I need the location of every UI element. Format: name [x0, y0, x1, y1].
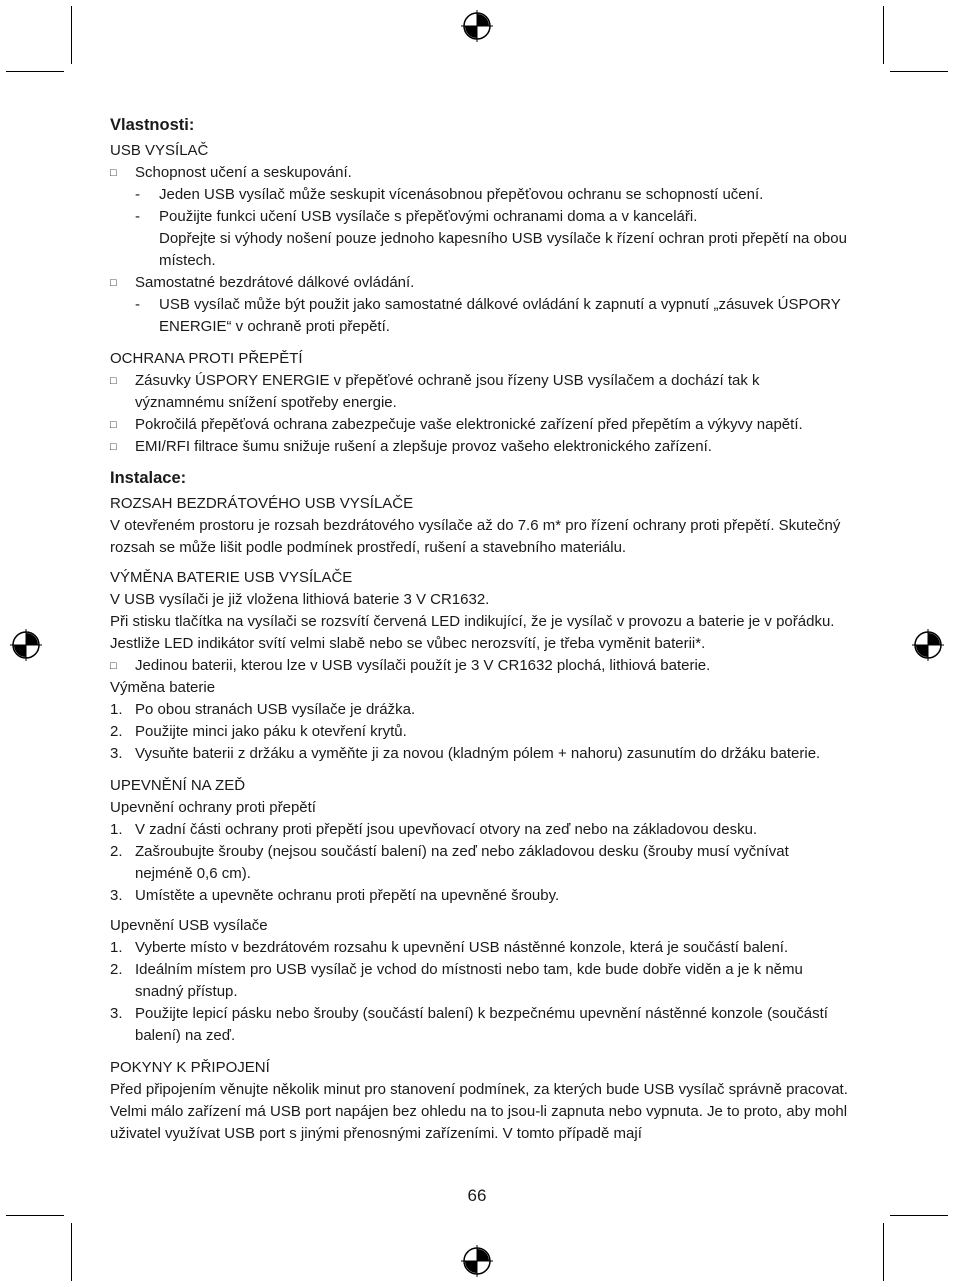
bullet-square-icon: □ — [110, 441, 117, 453]
dash-item: - USB vysílač může být použit jako samostatné dálkové ovládání k zapnutí a vypnutí „zásuvek ÚSPORY ENERGIE“ v ochraně proti přepětí. — [135, 296, 841, 335]
dash-mark: - — [135, 186, 140, 203]
bullet-item: □ EMI/RFI filtrace šumu snižuje rušení a zlepšuje provoz vašeho elektronického zařízení. — [110, 436, 850, 458]
list-number: 2. — [110, 961, 123, 978]
dash-item: - Použijte funkci učení USB vysílače s přepěťovými ochranami doma a v kanceláři. — [110, 206, 850, 228]
bullet-item: □ Samostatné bezdrátové dálkové ovládání. — [110, 272, 850, 294]
bullet-square-icon: □ — [110, 660, 117, 672]
crop-mark-top-right-v — [883, 6, 884, 64]
dash-item: - Jeden USB vysílač může seskupit vícenásobnou přepěťovou ochranu se schopností učení. — [110, 184, 850, 206]
list-number: 1. — [110, 701, 123, 718]
dash-mark: - — [135, 208, 140, 225]
list-item: 3. Umístěte a upevněte ochranu proti přepětí na upevněné šrouby. — [110, 885, 850, 907]
list-number: 2. — [110, 843, 123, 860]
bullet-square-icon: □ — [110, 419, 117, 431]
subheading-upevneni-usb: Upevnění USB vysílače — [110, 917, 268, 934]
list-number: 3. — [110, 745, 123, 762]
bullet-square-icon: □ — [110, 375, 117, 387]
list-item: 1. Vyberte místo v bezdrátovém rozsahu k upevnění USB nástěnné konzole, která je součástí balení. — [110, 937, 850, 959]
section-title-rozsah: ROZSAH BEZDRÁTOVÉHO USB VYSÍLAČE — [110, 495, 414, 512]
registration-mark-left — [10, 629, 42, 661]
list-number: 1. — [110, 939, 123, 956]
subheading-upevneni-ochrany: Upevnění ochrany proti přepětí — [110, 799, 316, 816]
dash-mark: - — [135, 296, 140, 313]
bullet-item: □ Schopnost učení a seskupování. — [110, 162, 850, 184]
heading-instalace: Instalace: — [110, 469, 187, 487]
page-content — [110, 113, 850, 1145]
list-item: 2. Použijte minci jako páku k otevření krytů. — [110, 721, 850, 743]
list-item: 1. Po obou stranách USB vysílače je drážka. — [110, 699, 850, 721]
list-number: 1. — [110, 821, 123, 838]
paragraph-pokyny: Před připojením věnujte několik minut pro stanovení podmínek, za kterých bude USB vysílač správně pracovat. Velmi málo zařízení má USB port napájen bez ohledu na to jsou-li zapnuta nebo vypnuta. Je to proto, aby mohl uživatel využívat USB port s jinými přenosnými zařízeními. V tomto případě mají — [110, 1081, 848, 1142]
crop-mark-bottom-right-h — [890, 1215, 948, 1216]
dash-item-continuation: Dopřejte si výhody nošení pouze jednoho kapesního USB vysílače k řízení ochran proti přepětí na obou místech. — [159, 230, 847, 269]
paragraph-rozsah: V otevřeném prostoru je rozsah bezdrátového vysílače až do 7.6 m* pro řízení ochrany proti přepětí. Skutečný rozsah se může lišit podle podmínek prostředí, rušení a stavebního materiálu. — [110, 517, 841, 556]
list-item: 2. Ideálním místem pro USB vysílač je vchod do místnosti nebo tam, kde bude dobře viděn a je k němu snadný přístup. — [110, 961, 803, 1000]
crop-mark-top-left-h — [6, 71, 64, 72]
list-number: 3. — [110, 1005, 123, 1022]
subheading-vymena-baterie: Výměna baterie — [110, 679, 216, 696]
section-title-ochrana: OCHRANA PROTI PŘEPĚTÍ — [110, 350, 303, 367]
crop-mark-top-left-v — [71, 6, 72, 64]
list-item: 2. Zašroubujte šrouby (nejsou součástí balení) na zeď nebo základovou desku (šrouby musí vyčnívat nejméně 0,6 cm). — [110, 843, 789, 882]
list-number: 3. — [110, 887, 123, 904]
crop-mark-top-right-h — [890, 71, 948, 72]
list-item: 3. Použijte lepicí pásku nebo šrouby (součástí balení) k bezpečnému upevnění nástěnné konzole (součástí balení) na zeď. — [110, 1005, 828, 1044]
section-title-usb-vysilac: USB VYSÍLAČ — [110, 142, 209, 159]
registration-mark-bottom — [461, 1245, 493, 1277]
paragraph-vymena-2: Při stisku tlačítka na vysílači se rozsvítí červená LED indikující, že je vysílač v provozu a baterie je v pořádku. Jestliže LED indikátor svítí velmi slabě nebo se vůbec nerozsvítí, je třeba vyměnit baterii*. — [110, 613, 835, 652]
section-title-upevneni: UPEVNĚNÍ NA ZEĎ — [110, 777, 246, 794]
bullet-item: □ Pokročilá přepěťová ochrana zabezpečuje vaše elektronické zařízení před přepětím a výkyvy napětí. — [110, 414, 850, 436]
bullet-square-icon: □ — [110, 167, 117, 179]
paragraph-vymena-1: V USB vysílači je již vložena lithiová baterie 3 V CR1632. — [110, 591, 490, 608]
heading-vlastnosti: Vlastnosti: — [110, 116, 195, 134]
page-number: 66 — [467, 1186, 487, 1205]
bullet-square-icon: □ — [110, 277, 117, 289]
crop-mark-bottom-left-v — [71, 1223, 72, 1281]
registration-mark-right — [912, 629, 944, 661]
bullet-item: □ Jedinou baterii, kterou lze v USB vysílači použít je 3 V CR1632 plochá, lithiová baterie. — [110, 655, 850, 677]
crop-mark-bottom-left-h — [6, 1215, 64, 1216]
bullet-item: □ Zásuvky ÚSPORY ENERGIE v přepěťové ochraně jsou řízeny USB vysílačem a dochází tak k významnému snížení spotřeby energie. — [110, 372, 760, 411]
list-item: 1. V zadní části ochrany proti přepětí jsou upevňovací otvory na zeď nebo na základovou desku. — [110, 819, 850, 841]
section-title-pokyny: POKYNY K PŘIPOJENÍ — [110, 1059, 270, 1076]
list-item: 3. Vysuňte baterii z držáku a vyměňte ji za novou (kladným pólem + nahoru) zasunutím do držáku baterie. — [110, 743, 850, 765]
section-title-vymena: VÝMĚNA BATERIE USB VYSÍLAČE — [110, 569, 353, 586]
crop-mark-bottom-right-v — [883, 1223, 884, 1281]
list-number: 2. — [110, 723, 123, 740]
registration-mark-top — [461, 10, 493, 42]
